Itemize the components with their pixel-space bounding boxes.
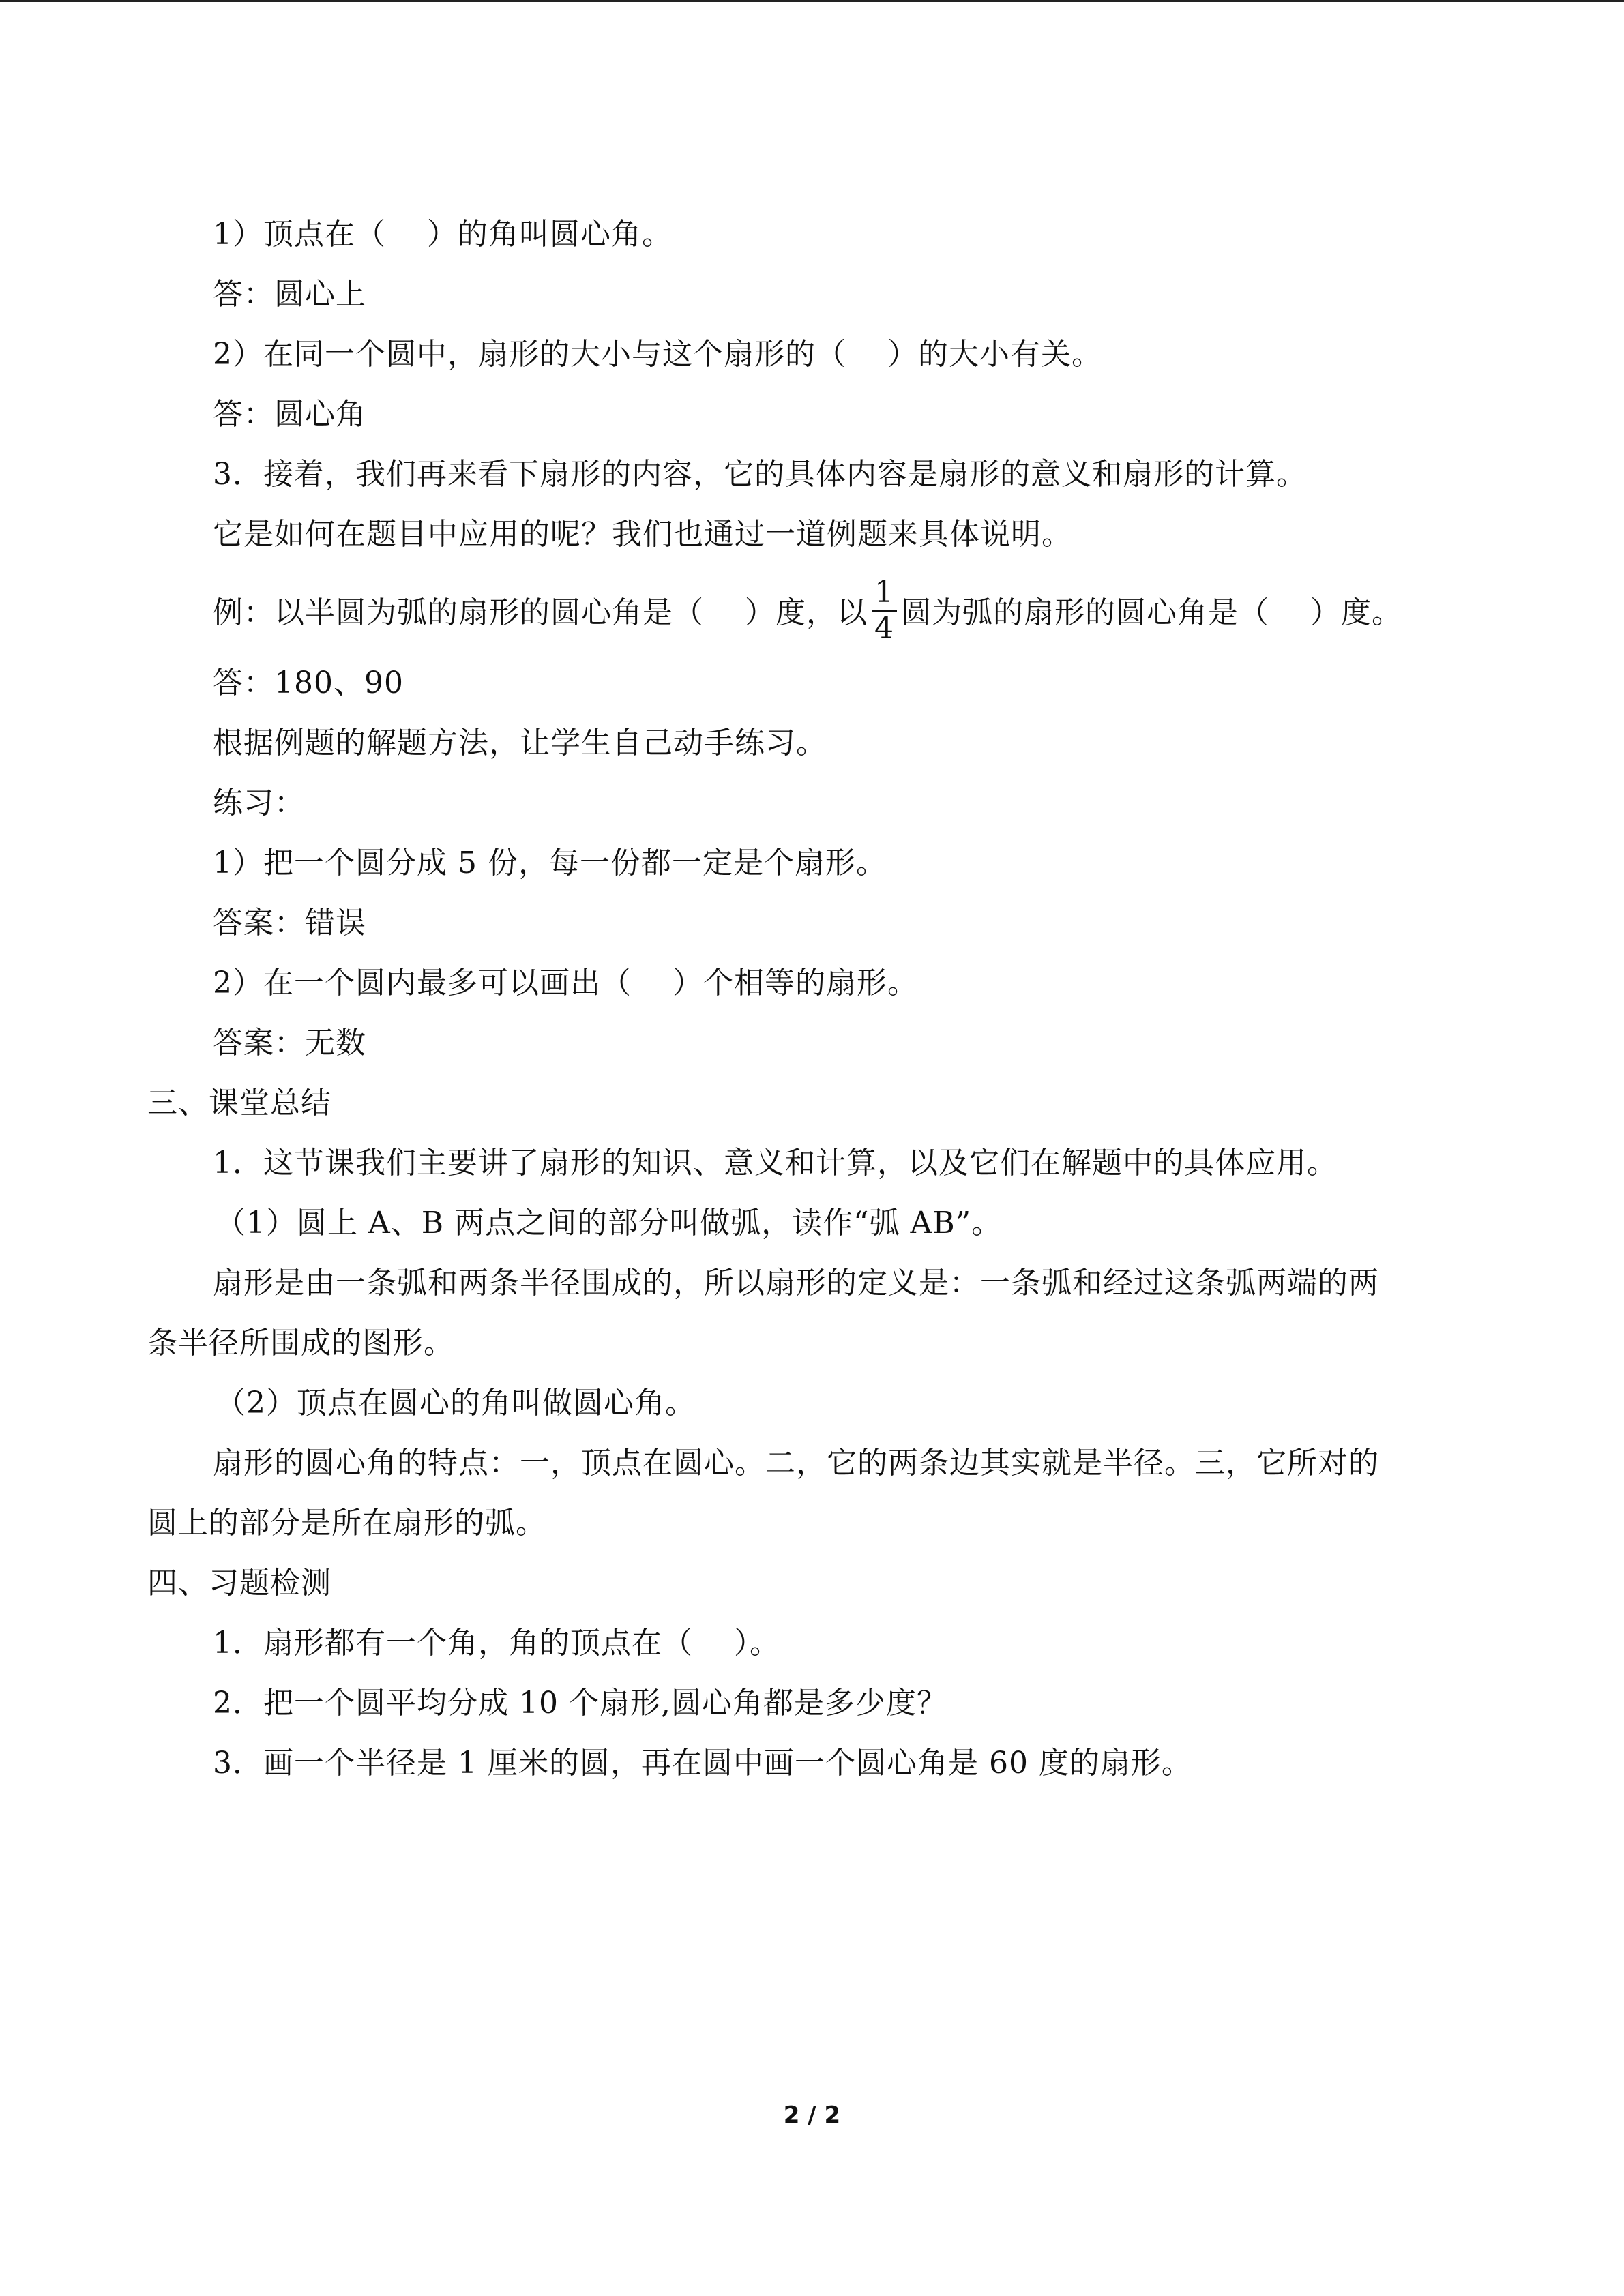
- text-line: 圆上的部分是所在扇形的弧。: [147, 1506, 546, 1540]
- text-line: 答：180、90: [213, 666, 404, 700]
- text-line: 3．画一个半径是 1 厘米的圆，再在圆中画一个圆心角是 60 度的扇形。: [213, 1746, 1192, 1780]
- text-line: 1．扇形都有一个角，角的顶点在（ ）。: [213, 1626, 780, 1660]
- text-line: 1．这节课我们主要讲了扇形的知识、意义和计算，以及它们在解题中的具体应用。: [213, 1146, 1338, 1180]
- text-line: 1）顶点在（ ）的角叫圆心角。: [213, 217, 673, 252]
- fraction-numerator: 1: [872, 576, 897, 612]
- section-heading: 四、习题检测: [147, 1566, 331, 1600]
- text-line: 答：圆心上: [213, 277, 366, 312]
- text-line: 2．把一个圆平均分成 10 个扇形,圆心角都是多少度？: [213, 1686, 947, 1720]
- fraction-denominator: 4: [874, 611, 894, 646]
- example-text-end: 圆为弧的扇形的圆心角是（ ）度。: [900, 595, 1402, 630]
- text-line: 根据例题的解题方法，让学生自己动手练习。: [213, 726, 827, 760]
- section-heading: 三、课堂总结: [147, 1086, 331, 1120]
- text-line: 2）在同一个圆中，扇形的大小与这个扇形的（ ）的大小有关。: [213, 337, 1102, 372]
- page-number: 2 / 2: [783, 2102, 841, 2129]
- text-line: （2）顶点在圆心的角叫做圆心角。: [216, 1386, 696, 1420]
- text-line: 2）在一个圆内最多可以画出（ ）个相等的扇形。: [213, 966, 918, 1000]
- text-line: 答：圆心角: [213, 397, 366, 432]
- example-line: [213, 575, 1402, 650]
- text-line: 答案：错误: [213, 906, 366, 940]
- text-line: 答案：无数: [213, 1026, 366, 1060]
- text-line: （1）圆上 A、B 两点之间的部分叫做弧，读作“弧 AB”。: [216, 1206, 1003, 1240]
- text-line: 扇形是由一条弧和两条半径围成的，所以扇形的定义是：一条弧和经过这条弧两端的两: [213, 1266, 1379, 1300]
- example-text-start: 例：以半圆为弧的扇形的圆心角是（ ）度，以: [213, 595, 868, 630]
- text-line: 扇形的圆心角的特点：一，顶点在圆心。二，它的两条边其实就是半径。三，它所对的: [213, 1446, 1379, 1480]
- text-line: 它是如何在题目中应用的呢？我们也通过一道例题来具体说明。: [213, 517, 1072, 552]
- text-line: 条半径所围成的图形。: [147, 1326, 454, 1360]
- fraction-one-quarter: [872, 576, 897, 646]
- text-line: 练习：: [213, 786, 305, 820]
- text-line: 3．接着，我们再来看下扇形的内容，它的具体内容是扇形的意义和扇形的计算。: [213, 457, 1307, 492]
- text-line: 1）把一个圆分成 5 份，每一份都一定是个扇形。: [213, 846, 887, 880]
